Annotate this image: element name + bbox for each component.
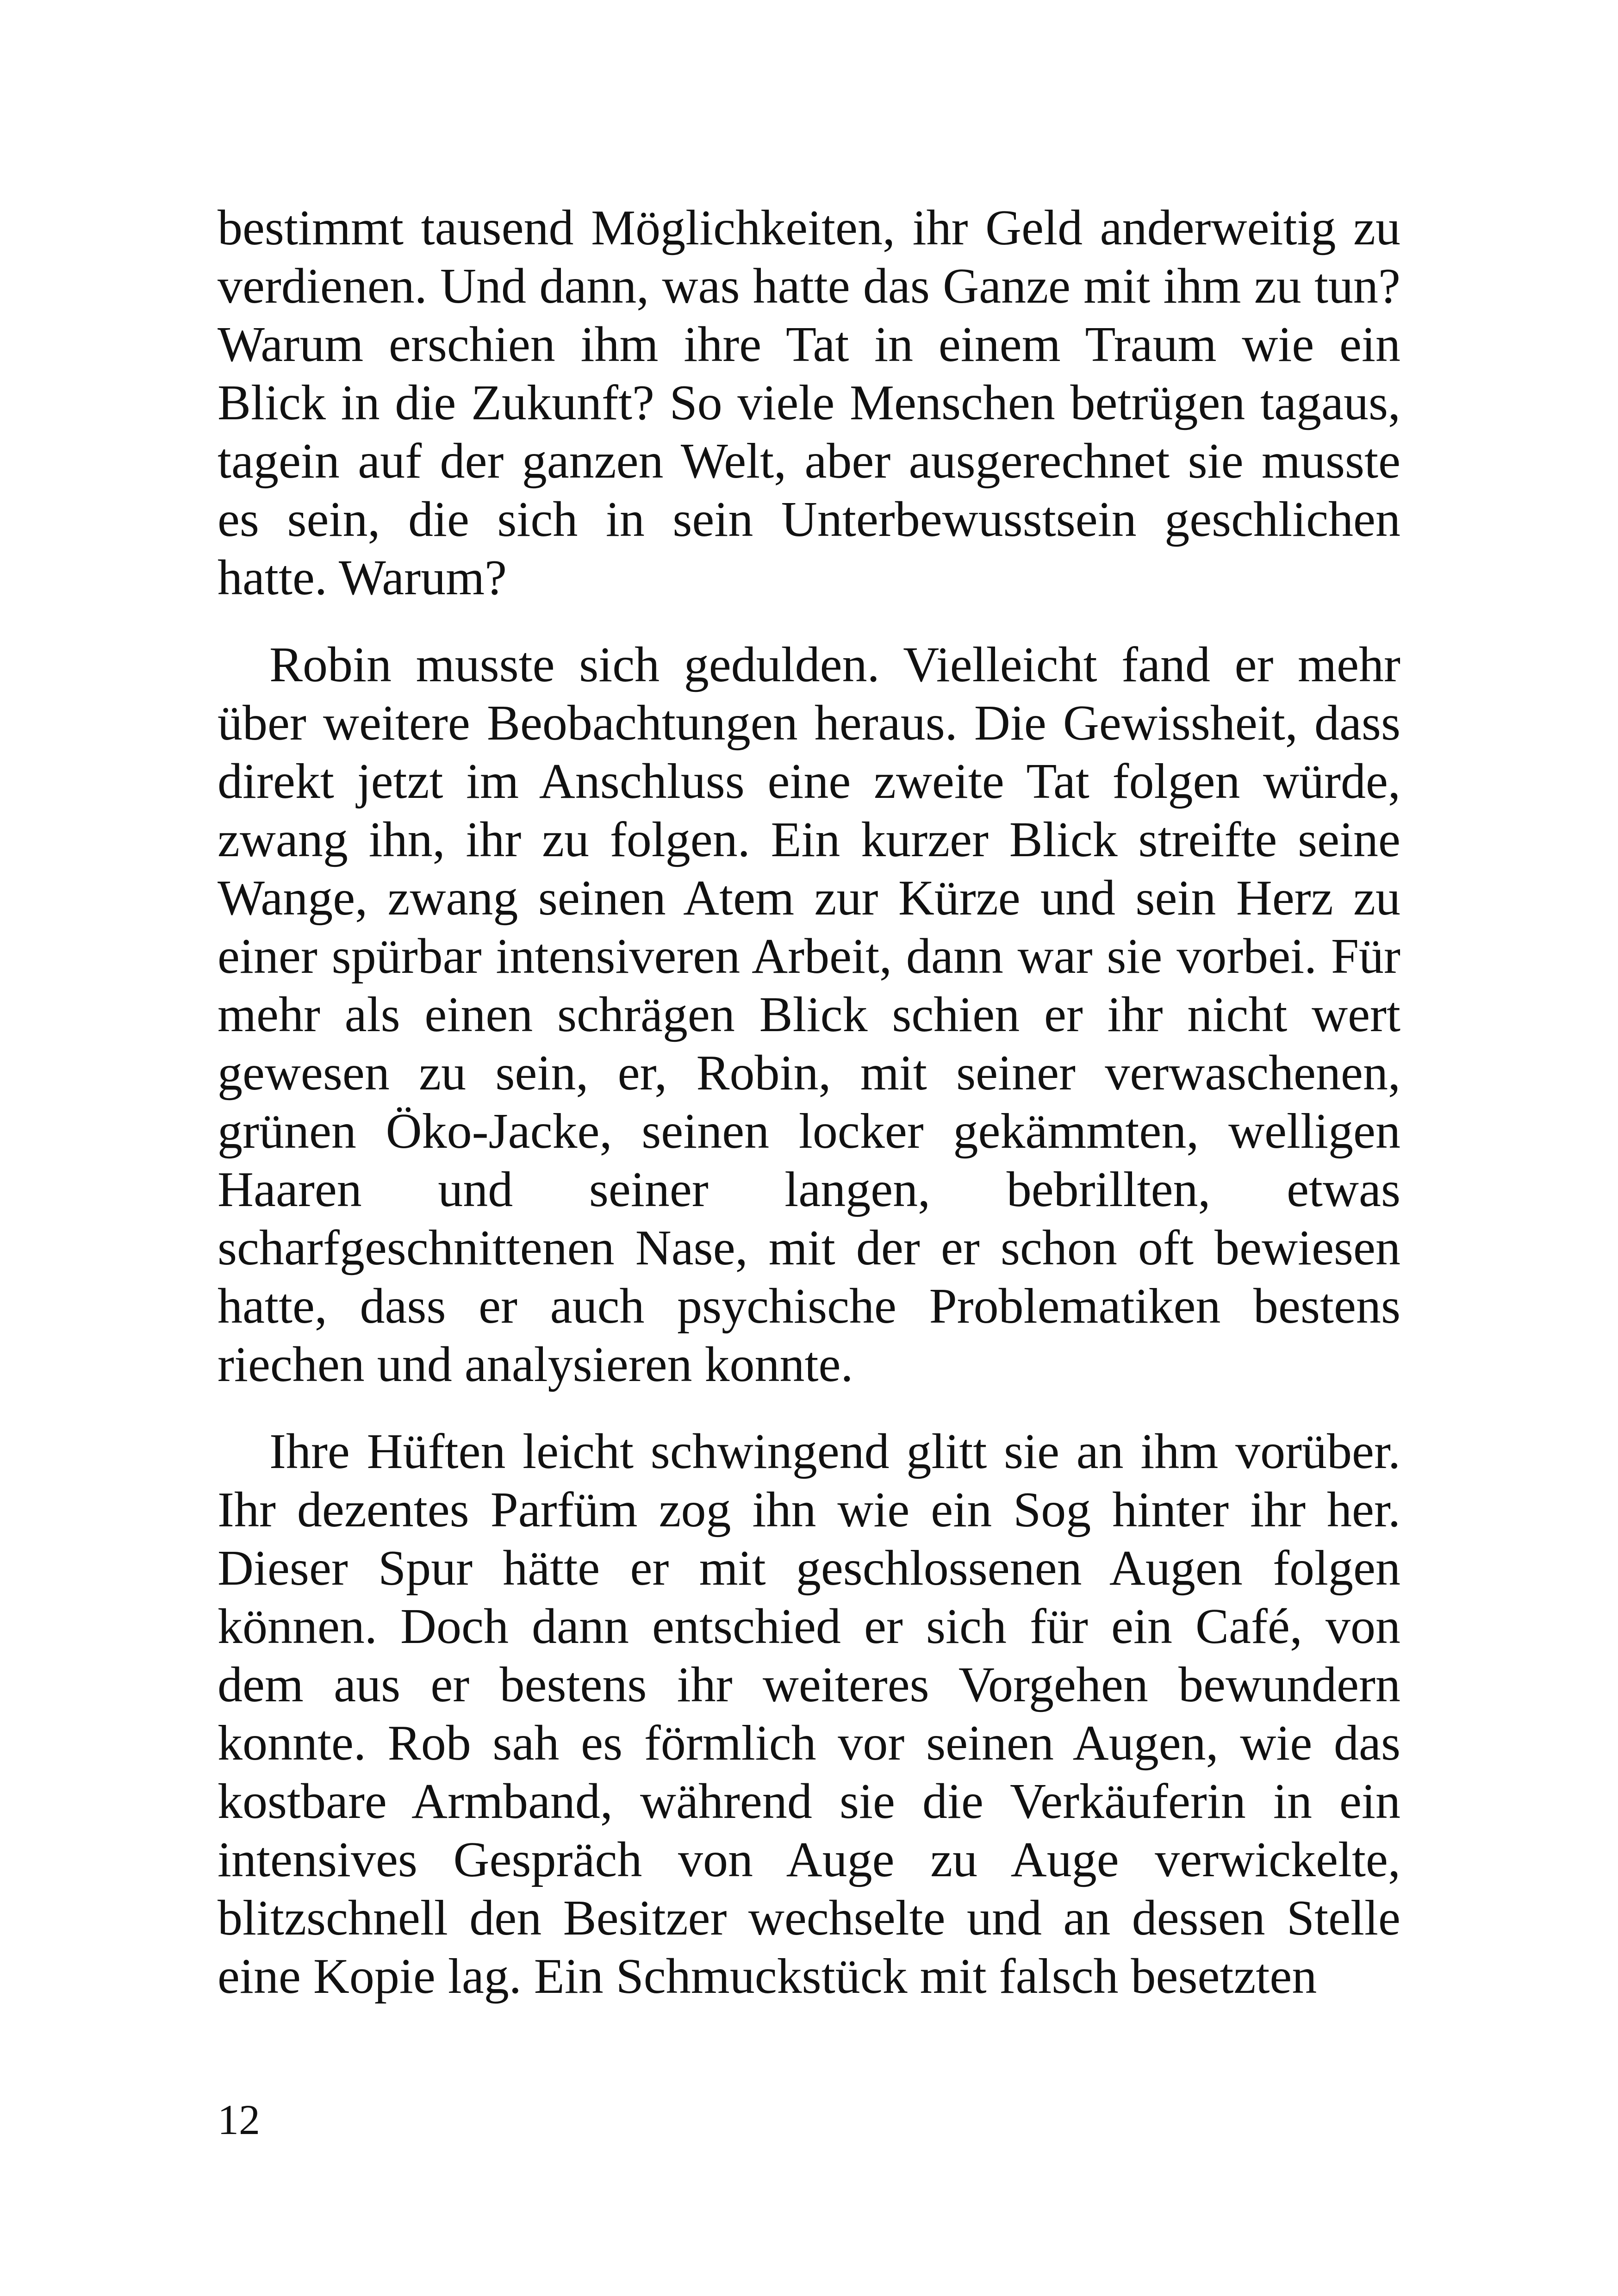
paragraph-2: Robin musste sich gedulden. Vielleicht fand er mehr über weitere Beobachtungen heraus. Die Gewissheit, dass direkt jetzt im Anschluss eine zweite Tat folgen würde, zwang ihn, ihr zu folgen. Ein kurzer Blick streifte seine Wange, zwang seinen Atem zur Kürze und sein Herz zu einer spürbar intensiveren Arbeit, dann war sie vorbei. Für mehr als einen schrägen Blick schien er ihr nicht wert gewesen zu sein, er, Robin, mit seiner verwaschenen, grünen Öko-Jacke, seinen locker gekämmten, welligen Haaren und seiner langen, bebrillten, etwas scharfgeschnittenen Nase, mit der er schon oft bewiesen hatte, dass er auch psychische Problematiken bestens riechen und analysieren konnte. [218,637,1400,1392]
paragraph-3: Ihre Hüften leicht schwingend glitt sie an ihm vorüber. Ihr dezentes Parfüm zog ihn wie ein Sog hinter ihr her. Dieser Spur hätte er mit geschlossenen Augen folgen können. Doch dann entschied er sich für ein Café, von dem aus er bestens ihr weiteres Vorgehen bewundern konnte. Rob sah es förmlich vor seinen Augen, wie das kostbare Armband, während sie die Verkäuferin in ein intensives Gespräch von Auge zu Auge verwickelte, blitzschnell den Besitzer wechselte und an dessen Stelle eine Kopie lag. Ein Schmuckstück mit falsch besetzten [218,1424,1400,2004]
body-text [218,199,1400,2006]
page-number: 12 [218,2096,260,2143]
paragraph-1: bestimmt tausend Möglichkeiten, ihr Geld anderweitig zu verdienen. Und dann, was hatte das Ganze mit ihm zu tun? Warum erschien ihm ihre Tat in einem Traum wie ein Blick in die Zukunft? So viele Menschen betrügen tagaus, tagein auf der ganzen Welt, aber ausgerechnet sie musste es sein, die sich in sein Unterbewusstsein geschlichen hatte. Warum? [218,200,1400,605]
